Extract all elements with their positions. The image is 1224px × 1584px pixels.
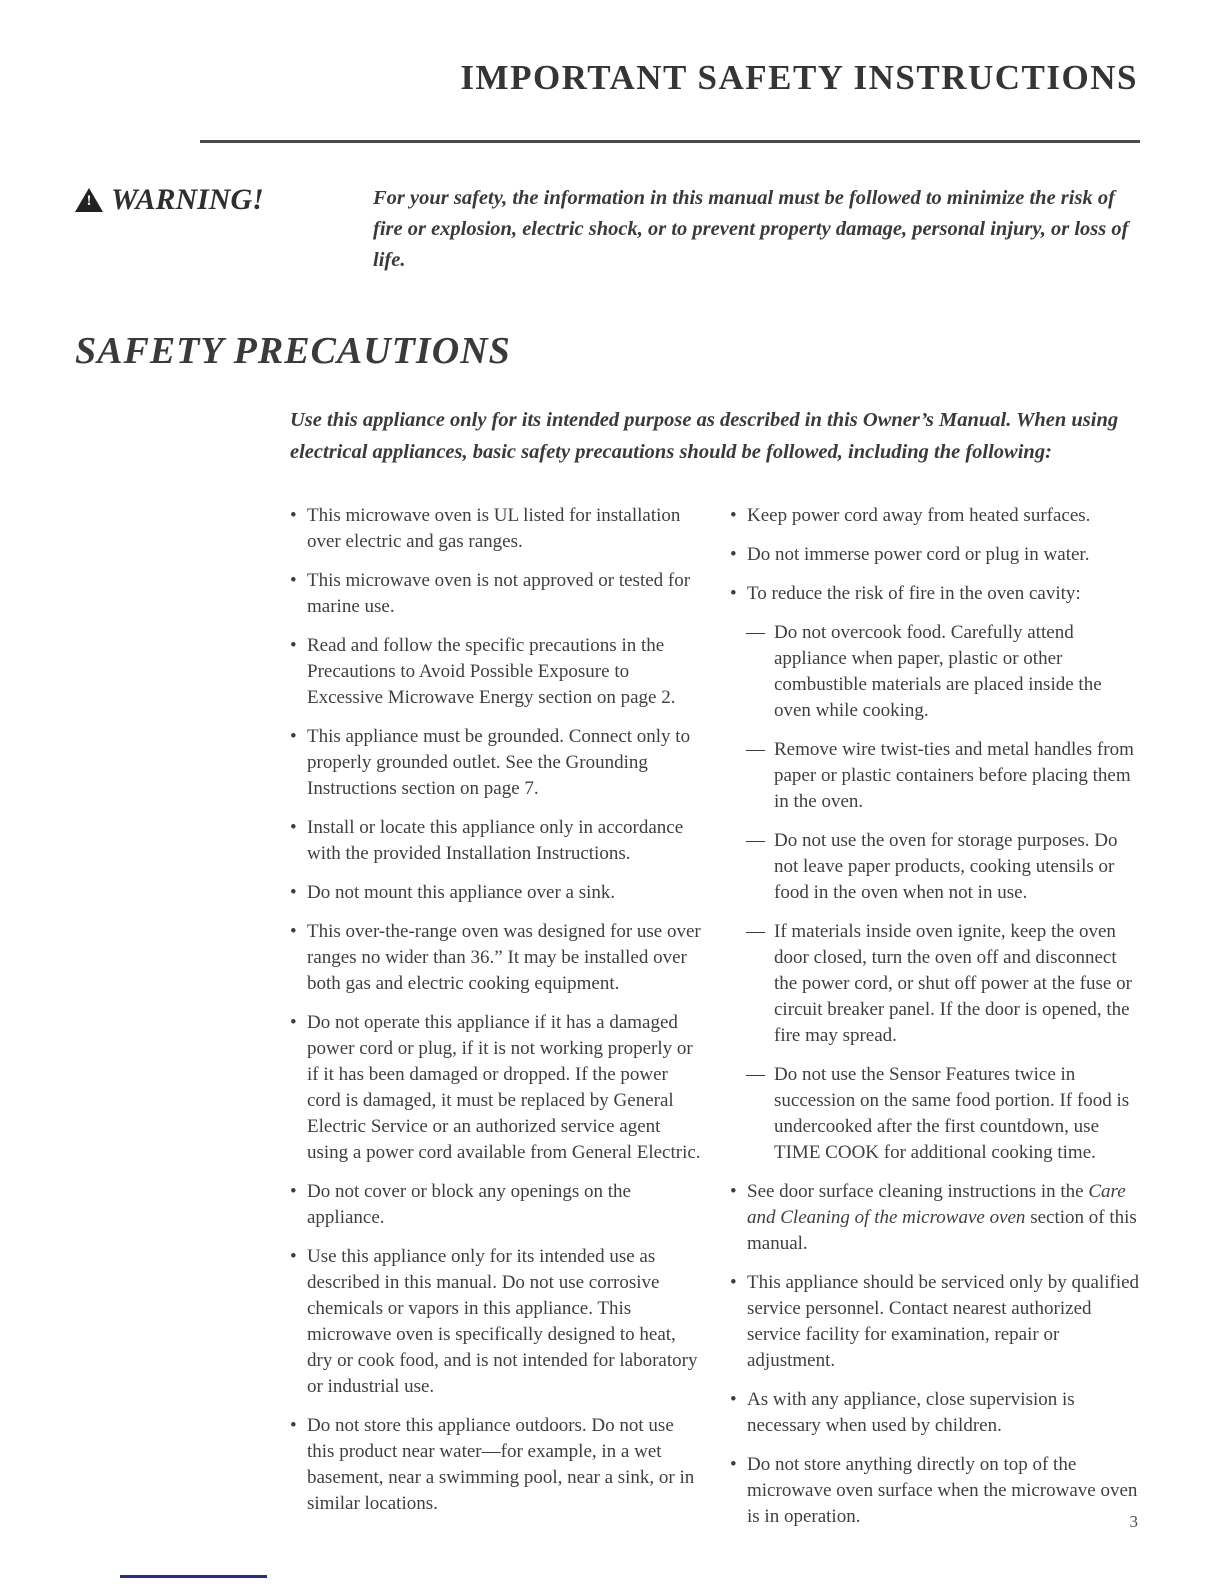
page-number: 3 bbox=[1129, 1512, 1138, 1531]
list-item: • Do not store this appliance outdoors. Do not use this product near water—for example, in a wet basement, near a swimming pool, near a sink, or in similar locations. bbox=[290, 1413, 702, 1517]
warning-label-text: WARNING! bbox=[111, 183, 264, 216]
header-rule bbox=[200, 140, 1140, 143]
list-item: • Use this appliance only for its intended use as described in this manual. Do not use corrosive chemicals or vapors in this appliance. This microwave oven is specifically designed to heat, dry or cook food, and is not intended for laboratory or industrial use. bbox=[290, 1244, 702, 1400]
list-item: • As with any appliance, close supervision is necessary when used by children. bbox=[730, 1387, 1140, 1439]
warning-triangle-icon: ! bbox=[75, 188, 103, 212]
section-title: SAFETY PRECAUTIONS bbox=[75, 330, 511, 373]
list-item: • Do not mount this appliance over a sink. bbox=[290, 880, 702, 906]
sub-list-item: — Do not overcook food. Carefully attend appliance when paper, plastic or other combustible materials are placed inside the oven while cooking. bbox=[746, 620, 1140, 724]
list-item: • This appliance should be serviced only by qualified service personnel. Contact nearest authorized service facility for examination, repair or adjustment. bbox=[730, 1270, 1140, 1374]
page-title: IMPORTANT SAFETY INSTRUCTIONS bbox=[460, 58, 1138, 97]
warning-section bbox=[75, 183, 1140, 275]
list-item: • To reduce the risk of fire in the oven cavity: bbox=[730, 581, 1140, 607]
sub-list-item: — If materials inside oven ignite, keep the oven door closed, turn the oven off and disconnect the power cord, or shut off power at the fuse or circuit breaker panel. If the door is opened, the fire may spread. bbox=[746, 919, 1140, 1049]
text-segment: section of this manual. bbox=[747, 1207, 1137, 1255]
list-item: • Do not operate this appliance if it has a damaged power cord or plug, if it is not working properly or if it has been damaged or dropped. If the power cord is damaged, it must be replaced by General Electric Service or an authorized service agent using a power cord available from General Electric. bbox=[290, 1010, 702, 1166]
text-segment-italic: Care and Cleaning of the microwave oven bbox=[747, 1181, 1126, 1229]
warning-text: For your safety, the information in this manual must be followed to minimize the risk of fire or explosion, electric shock, or to prevent property damage, personal injury, or loss of life. bbox=[373, 187, 1129, 271]
list-item: • Read and follow the specific precautions in the Precautions to Avoid Possible Exposure to Excessive Microwave Energy section on page 2. bbox=[290, 633, 702, 711]
text-segment: See door surface cleaning instructions in the bbox=[747, 1181, 1089, 1203]
list-item: • Do not store anything directly on top of the microwave oven surface when the microwave oven is in operation. bbox=[730, 1452, 1140, 1530]
sub-list-item: — Do not use the Sensor Features twice in succession on the same food portion. If food is undercooked after the first countdown, use TIME COOK for additional cooking time. bbox=[746, 1062, 1140, 1166]
two-column-body bbox=[290, 503, 1140, 1544]
ink-mark-decoration bbox=[120, 1575, 267, 1578]
fire-risk-sublist bbox=[746, 620, 1140, 1166]
list-item: • Keep power cord away from heated surfaces. bbox=[730, 503, 1140, 529]
right-column bbox=[730, 503, 1140, 1544]
list-item: • Install or locate this appliance only in accordance with the provided Installation Instructions. bbox=[290, 815, 702, 867]
section-intro: Use this appliance only for its intended purpose as described in this Owner’s Manual. When using electrical appliances, basic safety precautions should be followed, including the following: bbox=[290, 409, 1119, 464]
list-item: • This appliance must be grounded. Connect only to properly grounded outlet. See the Grounding Instructions section on page 7. bbox=[290, 724, 702, 802]
list-item bbox=[730, 1179, 1140, 1257]
list-item: • Do not immerse power cord or plug in water. bbox=[730, 542, 1140, 568]
left-bullet-list bbox=[290, 503, 702, 1518]
right-bullet-list-top bbox=[730, 503, 1140, 607]
list-item: • This microwave oven is not approved or tested for marine use. bbox=[290, 568, 702, 620]
right-bullet-list-bottom bbox=[730, 1179, 1140, 1530]
sub-list-item: — Remove wire twist-ties and metal handles from paper or plastic containers before placing them in the oven. bbox=[746, 737, 1140, 815]
sub-list-item: — Do not use the oven for storage purposes. Do not leave paper products, cooking utensils or food in the oven when not in use. bbox=[746, 828, 1140, 906]
warning-label bbox=[75, 183, 325, 217]
list-item: • Do not cover or block any openings on the appliance. bbox=[290, 1179, 702, 1231]
list-item: • This microwave oven is UL listed for installation over electric and gas ranges. bbox=[290, 503, 702, 555]
left-column bbox=[290, 503, 702, 1544]
list-item: • This over-the-range oven was designed for use over ranges no wider than 36.” It may be installed over both gas and electric cooking equipment. bbox=[290, 919, 702, 997]
